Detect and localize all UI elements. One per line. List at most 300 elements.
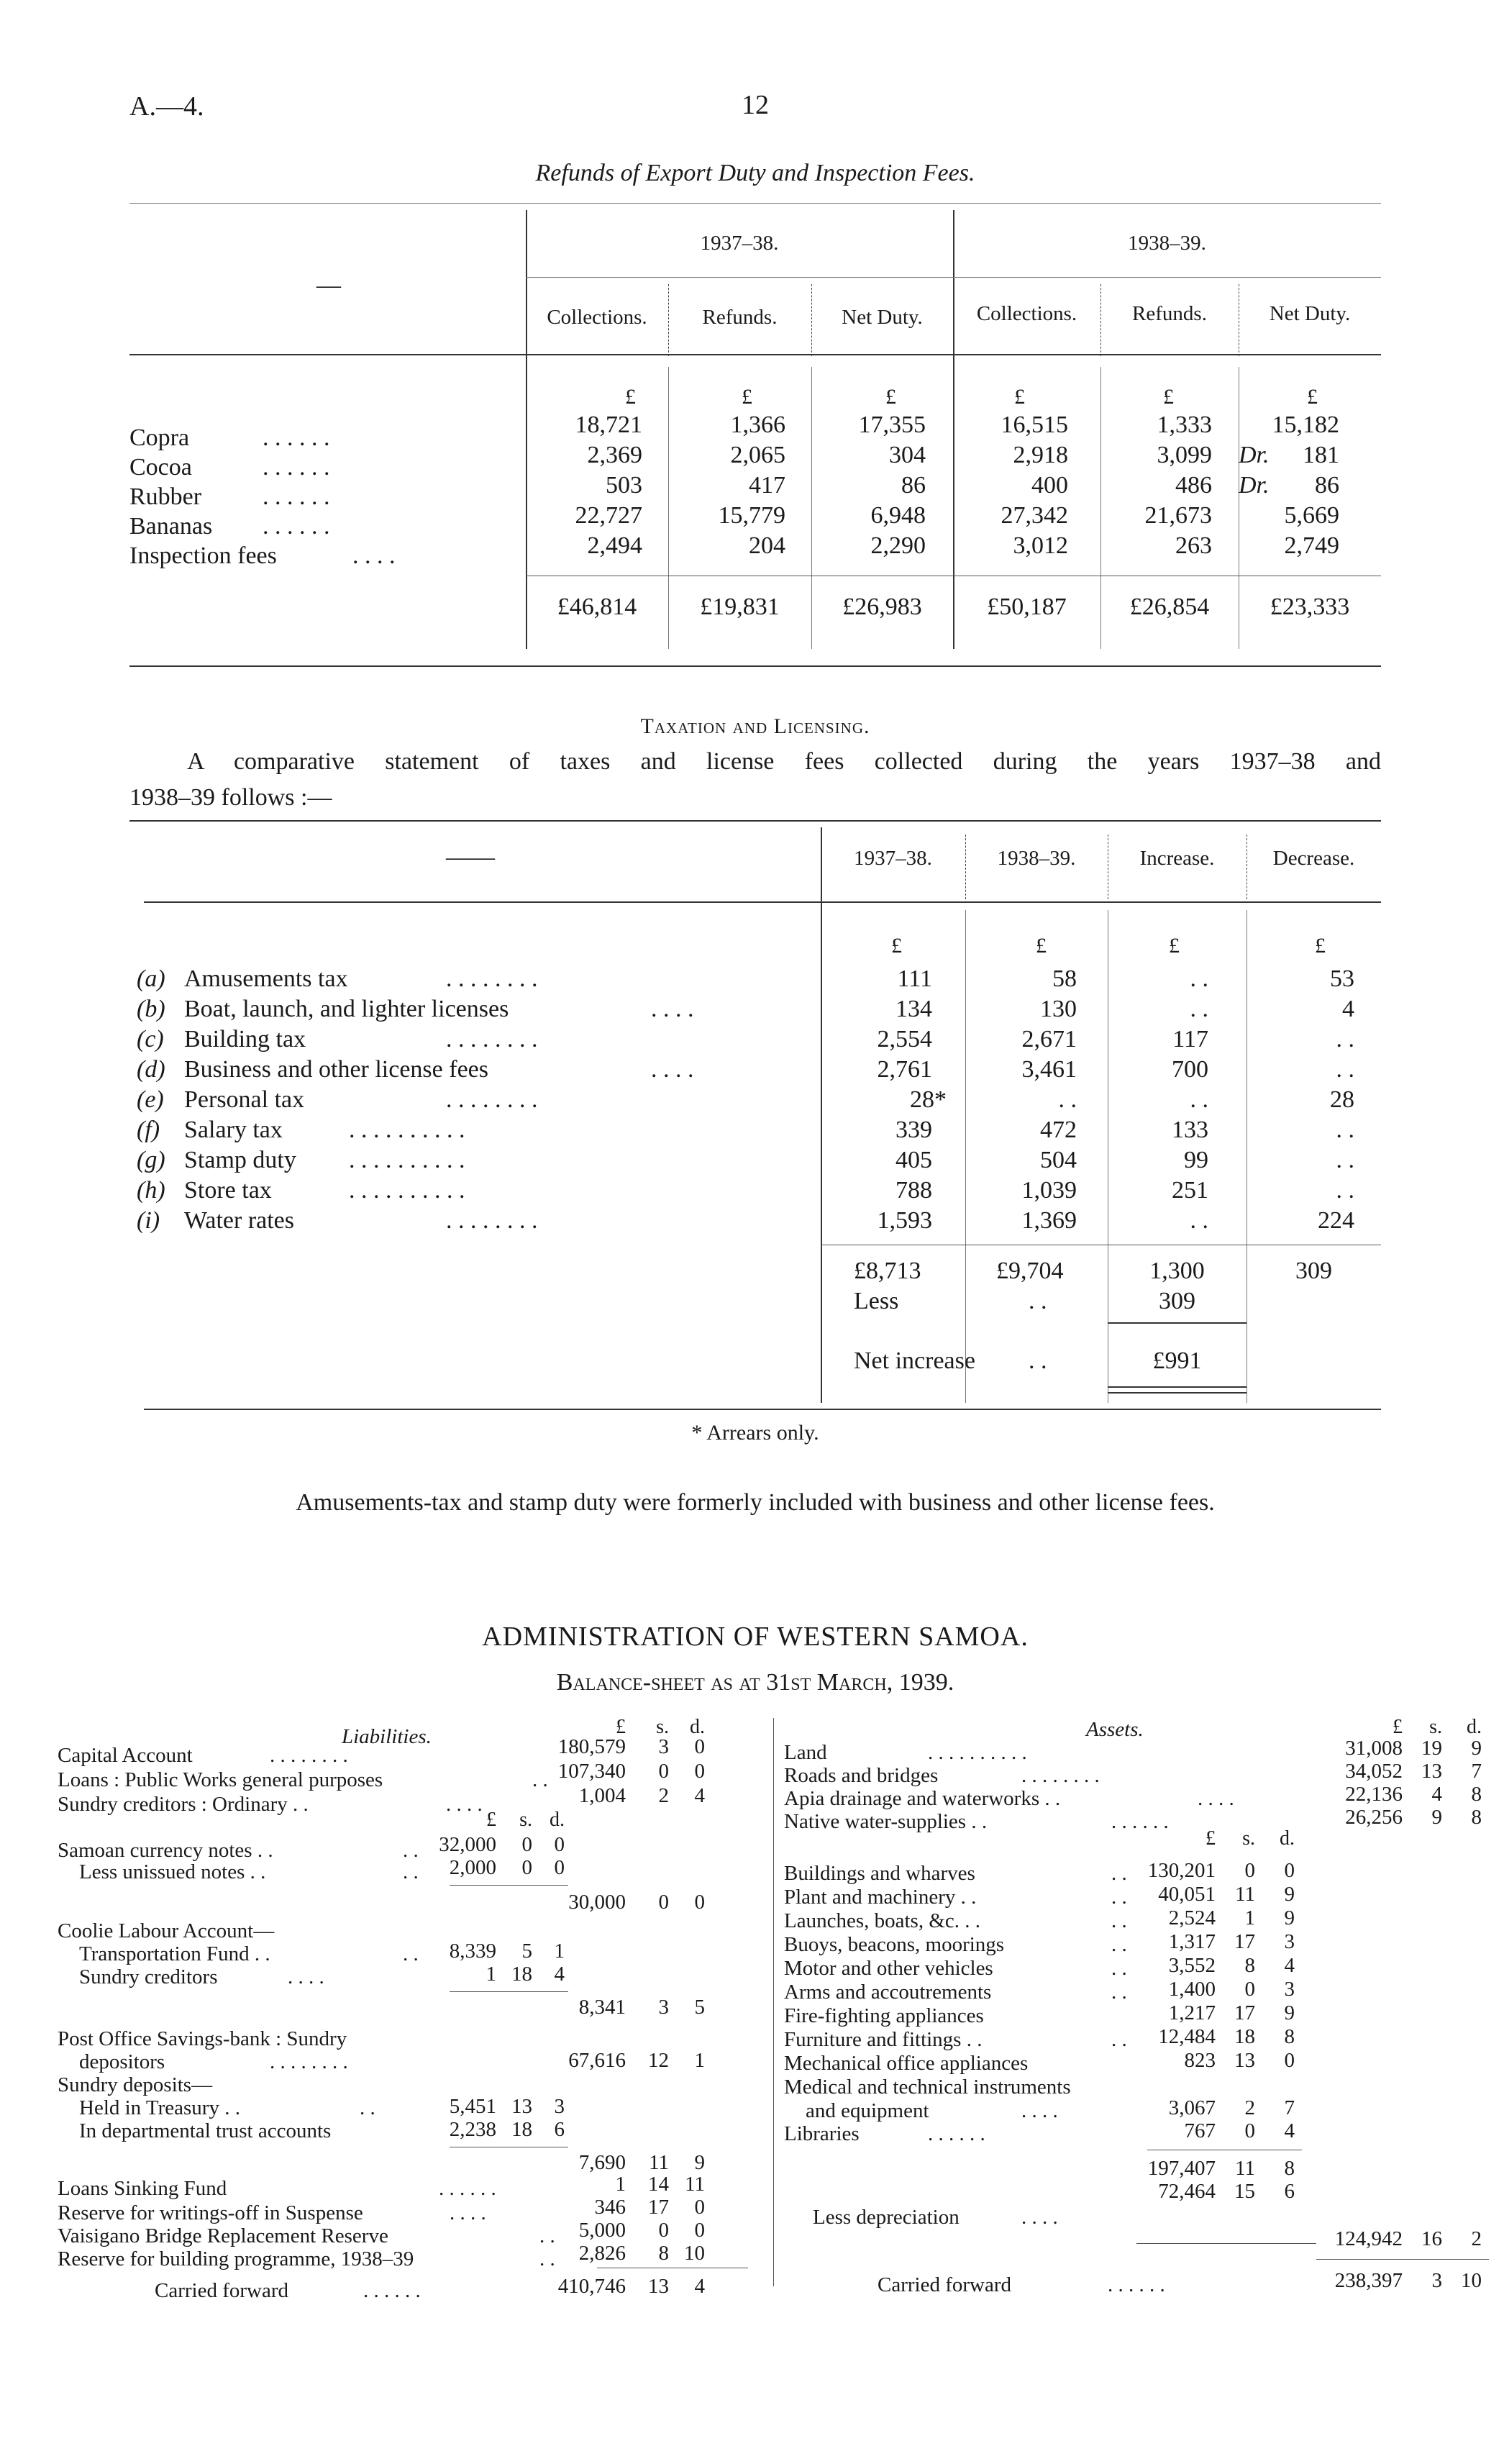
liability-label: Sundry deposits—: [58, 2073, 213, 2096]
cell: 86: [1315, 472, 1339, 499]
cell: . .: [1336, 1147, 1354, 1173]
leader-dots: . . . . . . . .: [446, 1207, 538, 1234]
amount-pounds: 346: [594, 2196, 626, 2219]
cell: 2,065: [730, 442, 785, 468]
amount-pence: 0: [694, 2196, 705, 2219]
asset-label: Roads and bridges: [784, 1764, 939, 1787]
liability-label: Held in Treasury . .: [79, 2096, 240, 2119]
cell: 130: [1040, 996, 1077, 1022]
leader-dots: . . . . . . . .: [446, 1026, 538, 1053]
cell: 28: [1330, 1086, 1354, 1113]
cell: 2,369: [587, 442, 642, 468]
amount-pounds: 1,004: [578, 1784, 626, 1807]
amount-pounds: 130,201: [1147, 1859, 1216, 1882]
cell: 21,673: [1144, 502, 1212, 529]
cell: 22,727: [575, 502, 642, 529]
pounds-heading: £: [1393, 1716, 1403, 1738]
amount-pence: 3: [1284, 1930, 1295, 1953]
amount-pence: 4: [1284, 2119, 1295, 2142]
amount-shillings: 5: [521, 1940, 532, 1963]
cell: 111: [897, 965, 932, 992]
leader-dots: . . . . . .: [363, 2279, 421, 2302]
amount-pounds: 32,000: [439, 1833, 496, 1856]
amount-shillings: 0: [1244, 1978, 1255, 2001]
amount-pence: 9: [1284, 1883, 1295, 1906]
footnote: * Arrears only.: [691, 1421, 819, 1445]
taxation-note: Amusements-tax and stamp duty were formerly included with business and other license fees.: [296, 1489, 1215, 1516]
asset-label: Land: [784, 1741, 827, 1764]
currency-symbol: £: [742, 385, 752, 409]
pence-heading: d.: [1467, 1716, 1482, 1738]
amount-pounds: 22,136: [1345, 1783, 1403, 1806]
amount-shillings: 18: [1234, 2025, 1255, 2048]
amount-shillings: 0: [521, 1856, 532, 1879]
amount-pence: 6: [1284, 2180, 1295, 2203]
cell: 204: [749, 532, 785, 559]
cell: 28*: [910, 1086, 947, 1113]
leader-dots: . . . . . .: [263, 483, 330, 510]
cell: 339: [895, 1117, 932, 1143]
rule: [450, 1991, 568, 1992]
leader-dots: . .: [1111, 1886, 1127, 1909]
cell: 1,366: [730, 412, 785, 438]
amount-pence: 0: [1284, 2049, 1295, 2072]
amount-shillings: 19: [1421, 1737, 1442, 1760]
amount-pounds: 8,341: [578, 1996, 626, 2019]
stub-dash: —: [316, 272, 341, 299]
leader-dots: . . . . . .: [439, 2177, 496, 2200]
currency-symbol: £: [1036, 934, 1047, 958]
row-key: (d): [137, 1056, 165, 1083]
amount-pounds: 26,256: [1345, 1806, 1403, 1829]
leader-dots: . .: [403, 1839, 419, 1862]
leader-dots: . .: [403, 1942, 419, 1965]
amount-shillings: 0: [1244, 1859, 1255, 1882]
amount-pence: 4: [554, 1963, 565, 1986]
amount-pounds: 1: [486, 1963, 496, 1986]
liability-label: In departmental trust accounts: [79, 2119, 332, 2142]
row-label: Boat, launch, and lighter licenses: [184, 996, 509, 1022]
total-1938: £9,704: [996, 1258, 1064, 1284]
leader-dots: . .: [360, 2096, 375, 2119]
leader-dots: . . . . . . . .: [446, 965, 538, 992]
total-1937: £8,713: [854, 1258, 921, 1284]
cell: 16,515: [1001, 412, 1068, 438]
amount-pence: 3: [1284, 1978, 1295, 2001]
currency-symbol: £: [1163, 385, 1174, 409]
amount-pence: 9: [1471, 1737, 1482, 1760]
cell: 2,749: [1284, 532, 1339, 559]
rule: [773, 1718, 774, 2286]
amount-shillings: 17: [1234, 2001, 1255, 2024]
row-label: Salary tax: [184, 1117, 283, 1143]
leader-dots: . . . .: [1021, 2206, 1058, 2229]
cell: 417: [749, 472, 785, 499]
amount-pounds: 5,000: [578, 2219, 626, 2242]
leader-dots: . . . . . .: [263, 424, 330, 451]
row-label: Personal tax: [184, 1086, 305, 1113]
rule: [129, 820, 1381, 822]
amount-pence: 8: [1284, 2157, 1295, 2180]
amount-shillings: 1: [1244, 1906, 1255, 1929]
leader-dots: . . . . . . . .: [270, 1744, 348, 1767]
amount-pounds: 31,008: [1345, 1737, 1403, 1760]
rule: [1108, 1386, 1247, 1388]
row-label: Stamp duty: [184, 1147, 296, 1173]
asset-label: Launches, boats, &c. . .: [784, 1909, 981, 1932]
col-refunds-1938: Refunds.: [1132, 302, 1207, 325]
cell: 53: [1330, 965, 1354, 992]
debit-prefix: Dr.: [1239, 472, 1270, 499]
amount-pence: 5: [694, 1996, 705, 2019]
liability-label: Capital Account: [58, 1744, 193, 1767]
cell: 251: [1172, 1177, 1208, 1204]
row-label: Water rates: [184, 1207, 294, 1234]
row-label: Rubber: [129, 483, 202, 510]
leader-dots: . . . .: [450, 2201, 486, 2224]
currency-symbol: £: [1014, 385, 1025, 409]
leader-dots: . . . . . . . .: [446, 1086, 538, 1113]
amount-shillings: 4: [1431, 1783, 1442, 1806]
cell: 17,355: [858, 412, 926, 438]
liabilities-heading: Liabilities.: [342, 1725, 432, 1748]
row-label: Inspection fees: [129, 542, 277, 569]
leader-dots: . . . .: [1021, 2099, 1058, 2122]
amount-pounds: 2,000: [449, 1856, 496, 1879]
leader-dots: . . . . . .: [263, 513, 330, 540]
amount-pence: 0: [694, 1735, 705, 1758]
amount-shillings: 11: [1235, 2157, 1255, 2180]
cell: 117: [1172, 1026, 1208, 1053]
amount-shillings: 12: [648, 2049, 669, 2072]
amount-pence: 0: [694, 1891, 705, 1914]
amount-pounds: 767: [1184, 2119, 1216, 2142]
leader-dots: . . . . . .: [263, 454, 330, 481]
amount-pounds: 30,000: [568, 1891, 626, 1914]
leader-dots: . .: [1111, 1957, 1127, 1980]
cell: 304: [889, 442, 926, 468]
page-number: 12: [742, 90, 769, 120]
amount-pence: 8: [1284, 2025, 1295, 2048]
rule: [1108, 1322, 1247, 1324]
amount-pence: 8: [1471, 1806, 1482, 1829]
amount-pence: 2: [1471, 2227, 1482, 2250]
row-key: (c): [137, 1026, 164, 1053]
rule: [526, 277, 1381, 278]
rule: [129, 354, 1381, 355]
asset-label: Plant and machinery . .: [784, 1886, 977, 1909]
cell: . .: [1058, 1086, 1077, 1113]
pounds-heading: £: [1206, 1827, 1216, 1850]
leader-dots: . . . . . . . .: [1021, 1764, 1100, 1787]
amount-shillings: 0: [1244, 2119, 1255, 2142]
amount-shillings: 9: [1431, 1806, 1442, 1829]
cell: 2,671: [1021, 1026, 1077, 1053]
pence-heading: d.: [550, 1809, 565, 1831]
assets-heading: Assets.: [1086, 1718, 1144, 1741]
cell: 2,290: [870, 532, 926, 559]
asset-label: Arms and accoutrements: [784, 1981, 992, 2004]
amount-shillings: 18: [511, 1963, 532, 1986]
cell: 15,779: [718, 502, 785, 529]
amount-shillings: 17: [648, 2196, 669, 2219]
amount-shillings: 13: [511, 2095, 532, 2118]
row-key: (g): [137, 1147, 165, 1173]
taxation-intro-cont: 1938–39 follows :—: [129, 784, 332, 811]
amount-pounds: 1: [615, 2173, 626, 2196]
rule: [450, 1885, 568, 1886]
amount-shillings: 2: [1244, 2096, 1255, 2119]
amount-shillings: 0: [658, 1760, 669, 1783]
liability-label: Sundry creditors: [79, 1965, 218, 1988]
asset-label: Motor and other vehicles: [784, 1957, 993, 1980]
col-1937-38: 1937–38.: [854, 847, 932, 870]
amount-pence: 11: [685, 2173, 705, 2196]
balance-subtitle: Balance-sheet as at 31st March, 1939.: [556, 1669, 954, 1696]
amount-pence: 7: [1471, 1760, 1482, 1783]
cell: . .: [1190, 965, 1208, 992]
liability-label: Post Office Savings-bank : Sundry: [58, 2027, 347, 2050]
amount-pence: 0: [694, 2219, 705, 2242]
pounds-heading: £: [616, 1716, 626, 1738]
leader-dots: . . . . . . . . . .: [928, 1741, 1027, 1764]
pence-heading: d.: [1280, 1827, 1295, 1850]
amount-pence: 7: [1284, 2096, 1295, 2119]
cell: 486: [1175, 472, 1212, 499]
cell: . .: [1336, 1117, 1354, 1143]
amount-pounds: 124,942: [1334, 2227, 1403, 2250]
amount-pounds: 197,407: [1147, 2157, 1216, 2180]
cell: 400: [1031, 472, 1068, 499]
row-label: Amusements tax: [184, 965, 348, 992]
amount-pounds: 3,552: [1168, 1954, 1216, 1977]
row-label: Copra: [129, 424, 190, 451]
cell: 4: [1342, 996, 1354, 1022]
leader-dots: . .: [539, 2224, 555, 2247]
liability-label: Reserve for writings-off in Suspense: [58, 2201, 363, 2224]
currency-symbol: £: [1315, 934, 1326, 958]
total-cell: £26,854: [1129, 594, 1210, 620]
amount-pence: 0: [554, 1856, 565, 1879]
leader-dots: . . . . . .: [1108, 2273, 1165, 2296]
cell: 86: [901, 472, 926, 499]
amount-shillings: 8: [1244, 1954, 1255, 1977]
col-refunds-1937: Refunds.: [702, 306, 778, 329]
total-cell: £46,814: [557, 594, 637, 620]
rule: [1136, 2243, 1316, 2244]
leader-dots: . .: [1111, 2028, 1127, 2051]
amount-pence: 4: [694, 1784, 705, 1807]
row-label: Store tax: [184, 1177, 272, 1204]
amount-shillings: 3: [658, 1996, 669, 2019]
cell: 1,333: [1157, 412, 1212, 438]
leader-dots: . .: [532, 1768, 548, 1791]
row-key: (b): [137, 996, 165, 1022]
rule: [144, 901, 1381, 903]
cell: 2,761: [877, 1056, 932, 1083]
cell: . .: [1336, 1056, 1354, 1083]
amount-pence: 4: [694, 2275, 705, 2298]
cell: . .: [1190, 1086, 1208, 1113]
asset-label: Fire-fighting appliances: [784, 2004, 984, 2027]
asset-label: Libraries: [784, 2122, 860, 2145]
leader-dots: . .: [1029, 1347, 1047, 1374]
row-key: (i): [137, 1207, 160, 1234]
cell: 134: [895, 996, 932, 1022]
leader-dots: . . . .: [288, 1965, 324, 1988]
amount-shillings: 16: [1421, 2227, 1442, 2250]
year-1938-39: 1938–39.: [1128, 232, 1206, 255]
amount-pence: 0: [554, 1833, 565, 1856]
amount-shillings: 18: [511, 2118, 532, 2141]
amount-shillings: 13: [1421, 1760, 1442, 1783]
amount-shillings: 3: [658, 1735, 669, 1758]
amount-pence: 0: [694, 1760, 705, 1783]
cell: 472: [1040, 1117, 1077, 1143]
col-decrease: Decrease.: [1272, 847, 1355, 870]
cell: 27,342: [1001, 502, 1068, 529]
cell: 1,593: [877, 1207, 932, 1234]
page-ref: A.—4.: [129, 91, 204, 122]
liability-label: Vaisigano Bridge Replacement Reserve: [58, 2224, 388, 2247]
leader-dots: . . . .: [651, 1056, 694, 1083]
amount-shillings: 14: [648, 2173, 669, 2196]
amount-pounds: 2,826: [578, 2242, 626, 2265]
leader-dots: . . . . . . . . . .: [349, 1147, 465, 1173]
amount-pence: 1: [694, 2049, 705, 2072]
cell: . .: [1336, 1177, 1354, 1204]
row-label: Cocoa: [129, 454, 192, 481]
taxation-heading: Taxation and Licensing.: [640, 714, 870, 738]
cell: 133: [1172, 1117, 1208, 1143]
amount-pounds: 72,464: [1158, 2180, 1216, 2203]
liability-label: Samoan currency notes . .: [58, 1839, 273, 1862]
rule: [1316, 2259, 1489, 2260]
amount-pounds: 40,051: [1158, 1883, 1216, 1906]
liability-label: depositors: [79, 2050, 165, 2073]
leader-dots: . . . . . . . . . .: [349, 1177, 465, 1204]
leader-dots: . .: [539, 2247, 555, 2270]
row-label: Business and other license fees: [184, 1056, 488, 1083]
cell: 3,099: [1157, 442, 1212, 468]
row-label: Building tax: [184, 1026, 306, 1053]
rule: [129, 203, 1381, 204]
amount-shillings: 0: [521, 1833, 532, 1856]
leader-dots: . .: [1111, 1933, 1127, 1956]
amount-pence: 10: [684, 2242, 705, 2265]
asset-label: Medical and technical instruments: [784, 2076, 1071, 2099]
amount-pounds: 2,238: [449, 2118, 496, 2141]
asset-label: Apia drainage and waterworks . .: [784, 1787, 1061, 1810]
amount-pence: 6: [554, 2118, 565, 2141]
currency-symbol: £: [625, 385, 636, 409]
amount-shillings: 15: [1234, 2180, 1255, 2203]
amount-shillings: 13: [1234, 2049, 1255, 2072]
cell: 700: [1172, 1056, 1208, 1083]
cell: 1,039: [1021, 1177, 1077, 1204]
amount-pence: 9: [1284, 2001, 1295, 2024]
cell: 18,721: [575, 412, 642, 438]
shillings-heading: s.: [1429, 1716, 1442, 1738]
cell: 5,669: [1284, 502, 1339, 529]
amount-pounds: 8,339: [449, 1940, 496, 1963]
amount-pounds: 107,340: [557, 1760, 626, 1783]
col-collections-1938: Collections.: [976, 302, 1077, 325]
cell: 1,369: [1021, 1207, 1077, 1234]
amount-pounds: 1,400: [1168, 1978, 1216, 2001]
leader-dots: . . . . . .: [928, 2122, 985, 2145]
currency-symbol: £: [891, 934, 902, 958]
liability-label: Reserve for building programme, 1938–39: [58, 2247, 414, 2270]
amount-pence: 8: [1471, 1783, 1482, 1806]
asset-label: Buildings and wharves: [784, 1862, 975, 1885]
liability-label: Loans Sinking Fund: [58, 2177, 227, 2200]
cell: 263: [1175, 532, 1212, 559]
amount-pounds: 238,397: [1334, 2269, 1403, 2292]
cell: 58: [1052, 965, 1077, 992]
cell: 405: [895, 1147, 932, 1173]
amount-pounds: 7,690: [578, 2151, 626, 2174]
cell: . .: [1336, 1026, 1354, 1053]
cell: 6,948: [870, 502, 926, 529]
leader-dots: . .: [1029, 1288, 1047, 1314]
amount-pounds: 180,579: [557, 1735, 626, 1758]
liability-label: Sundry creditors : Ordinary . .: [58, 1793, 309, 1816]
amount-shillings: 8: [658, 2242, 669, 2265]
amount-shillings: 3: [1431, 2269, 1442, 2292]
amount-shillings: 11: [649, 2151, 669, 2174]
amount-pounds: 5,451: [449, 2095, 496, 2118]
less-label: Less: [854, 1288, 899, 1314]
total-decrease: 309: [1295, 1258, 1332, 1284]
net-increase-label: Net increase: [854, 1347, 975, 1374]
leader-dots: . .: [1111, 1981, 1127, 2004]
asset-label: Furniture and fittings . .: [784, 2028, 983, 2051]
liability-label: Loans : Public Works general purposes: [58, 1768, 383, 1791]
amount-shillings: 0: [658, 1891, 669, 1914]
shillings-heading: s.: [656, 1716, 669, 1738]
liability-label: Less unissued notes . .: [79, 1860, 266, 1883]
pounds-heading: £: [486, 1809, 496, 1831]
leader-dots: . .: [403, 1860, 419, 1883]
row-key: (f): [137, 1117, 160, 1143]
amount-pounds: 34,052: [1345, 1760, 1403, 1783]
amount-shillings: 17: [1234, 1930, 1255, 1953]
row-key: (a): [137, 965, 165, 992]
total-increase: 1,300: [1149, 1258, 1205, 1284]
total-cell: £26,983: [842, 594, 922, 620]
rule: [144, 1409, 1381, 1410]
year-1937-38: 1937–38.: [700, 232, 779, 255]
cell: 15,182: [1272, 412, 1339, 438]
leader-dots: . . . . . . . .: [270, 2050, 348, 2073]
cell: . .: [1190, 996, 1208, 1022]
leader-dots: . . . .: [352, 542, 396, 569]
amount-pence: 4: [1284, 1954, 1295, 1977]
asset-label: Mechanical office appliances: [784, 2052, 1029, 2075]
asset-label: Less depreciation: [813, 2206, 960, 2229]
total-cell: £50,187: [987, 594, 1067, 620]
col-increase: Increase.: [1139, 847, 1215, 870]
amount-pence: 9: [694, 2151, 705, 2174]
amount-pence: 9: [1284, 1906, 1295, 1929]
carried-forward-label: Carried forward: [878, 2273, 1011, 2296]
cell: . .: [1190, 1207, 1208, 1234]
amount-pence: 0: [1284, 1859, 1295, 1882]
carried-forward-label: Carried forward: [155, 2279, 288, 2302]
cell: 99: [1184, 1147, 1208, 1173]
amount-shillings: 13: [648, 2275, 669, 2298]
